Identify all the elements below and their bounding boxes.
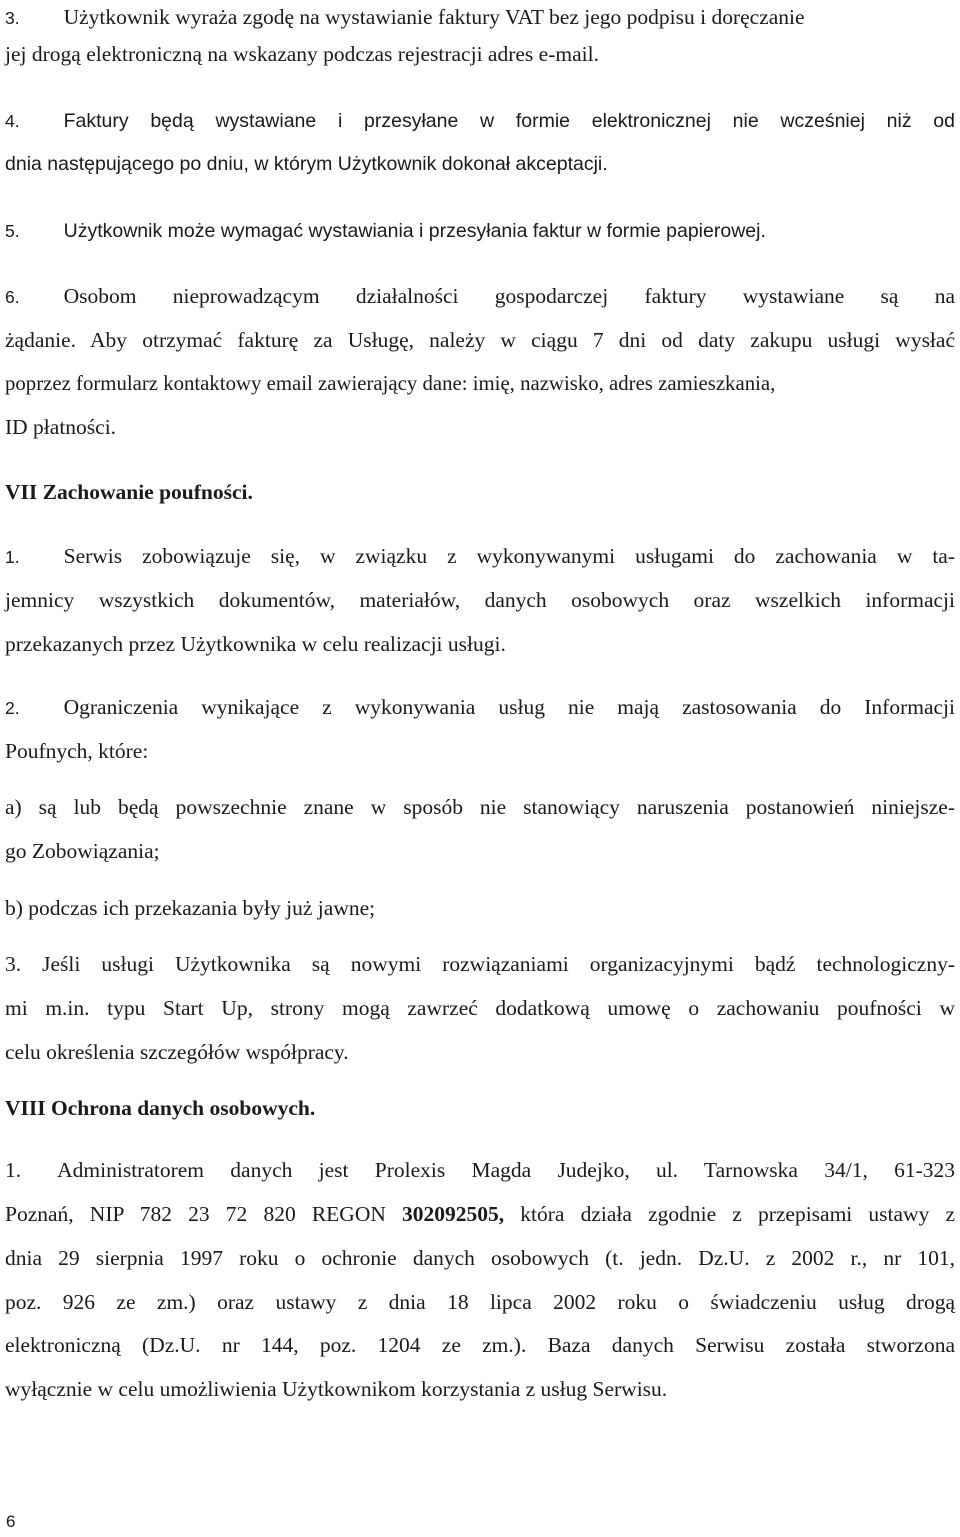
paragraph-item-3-line-1: 3. Użytkownik wyraża zgodę na wystawianie faktury VAT bez jego podpisu i doręczanie [5, 5, 805, 29]
paragraph-item-6-line-3: poprzez formularz kontaktowy email zawierający dane: imię, nazwisko, adres zamieszkania, [5, 372, 776, 395]
regon-number: 302092505, [402, 1202, 505, 1226]
confidentiality-item-1-line-1: 1. Serwis zobowiązuje się, w związku z wykonywanymi usługami do zachowania w ta- [5, 544, 955, 568]
confidentiality-point-b-line-1: b) podczas ich przekazania były już jawne; [5, 896, 376, 920]
item-number: 5. [5, 221, 20, 241]
page-number: 6 [6, 1512, 16, 1531]
item-number: 6. [5, 287, 20, 307]
confidentiality-item-3-line-2: mi m.in. typu Start Up, strony mogą zawrzeć dodatkową umowę o zachowaniu poufności w [5, 996, 955, 1020]
item-number: 2. [5, 698, 20, 718]
data-protection-item-1-line-5: elektroniczną (Dz.U. nr 144, poz. 1204 ze zm.). Baza danych Serwisu została stworzona [5, 1333, 955, 1357]
data-protection-item-1-line-3: dnia 29 sierpnia 1997 roku o ochronie danych osobowych (t. jedn. Dz.U. z 2002 r., nr 101, [5, 1246, 955, 1270]
item-number: 1. [5, 1158, 22, 1182]
confidentiality-item-3-line-1: 3. Jeśli usługi Użytkownika są nowymi rozwiązaniami organizacyjnymi bądź technologiczny- [5, 952, 955, 976]
data-protection-item-1-line-2: Poznań, NIP 782 23 72 820 REGON 302092505, która działa zgodnie z przepisami ustawy z [5, 1202, 955, 1226]
confidentiality-item-2-line-2: Poufnych, które: [5, 739, 149, 763]
section-heading-viii: VIII Ochrona danych osobowych. [5, 1096, 316, 1120]
paragraph-item-4-line-2: dnia następującego po dniu, w którym Użytkownik dokonał akceptacji. [5, 153, 608, 175]
paragraph-item-5-line-1: 5. Użytkownik może wymagać wystawiania i przesyłania faktur w formie papierowej. [5, 220, 766, 242]
item-number: 1. [5, 547, 20, 567]
section-heading-vii: VII Zachowanie poufności. [5, 480, 253, 504]
item-number: 3. [5, 8, 20, 28]
paragraph-item-6-line-2: żądanie. Aby otrzymać fakturę za Usługę, należy w ciągu 7 dni od daty zakupu usługi wysłać [5, 328, 955, 352]
confidentiality-item-1-line-2: jemnicy wszystkich dokumentów, materiałów, danych osobowych oraz wszelkich informacji [5, 588, 955, 612]
item-number: 4. [5, 111, 20, 131]
confidentiality-point-a-line-2: go Zobowiązania; [5, 839, 160, 863]
confidentiality-item-2-line-1: 2. Ograniczenia wynikające z wykonywania usług nie mają zastosowania do Informacji [5, 695, 955, 719]
data-protection-item-1-line-4: poz. 926 ze zm.) oraz ustawy z dnia 18 lipca 2002 roku o świadczeniu usług drogą [5, 1290, 955, 1314]
paragraph-item-6-line-1: 6. Osobom nieprowadzącym działalności gospodarczej faktury wystawiane są na [5, 284, 955, 308]
confidentiality-point-a-line-1: a) są lub będą powszechnie znane w sposób nie stanowiący naruszenia postanowień niniejsze- [5, 795, 955, 819]
paragraph-item-3-line-2: jej drogą elektroniczną na wskazany podczas rejestracji adres e-mail. [5, 42, 599, 66]
confidentiality-item-3-line-3: celu określenia szczegółów współpracy. [5, 1040, 349, 1064]
data-protection-item-1-line-6: wyłącznie w celu umożliwienia Użytkownikom korzystania z usług Serwisu. [5, 1377, 668, 1401]
paragraph-item-6-line-4: ID płatności. [5, 415, 117, 439]
paragraph-item-4-line-1: 4. Faktury będą wystawiane i przesyłane w formie elektronicznej nie wcześniej niż od [5, 110, 955, 132]
data-protection-item-1-line-1: 1. Administratorem danych jest Prolexis Magda Judejko, ul. Tarnowska 34/1, 61-323 [5, 1158, 955, 1182]
confidentiality-item-1-line-3: przekazanych przez Użytkownika w celu realizacji usługi. [5, 632, 506, 656]
